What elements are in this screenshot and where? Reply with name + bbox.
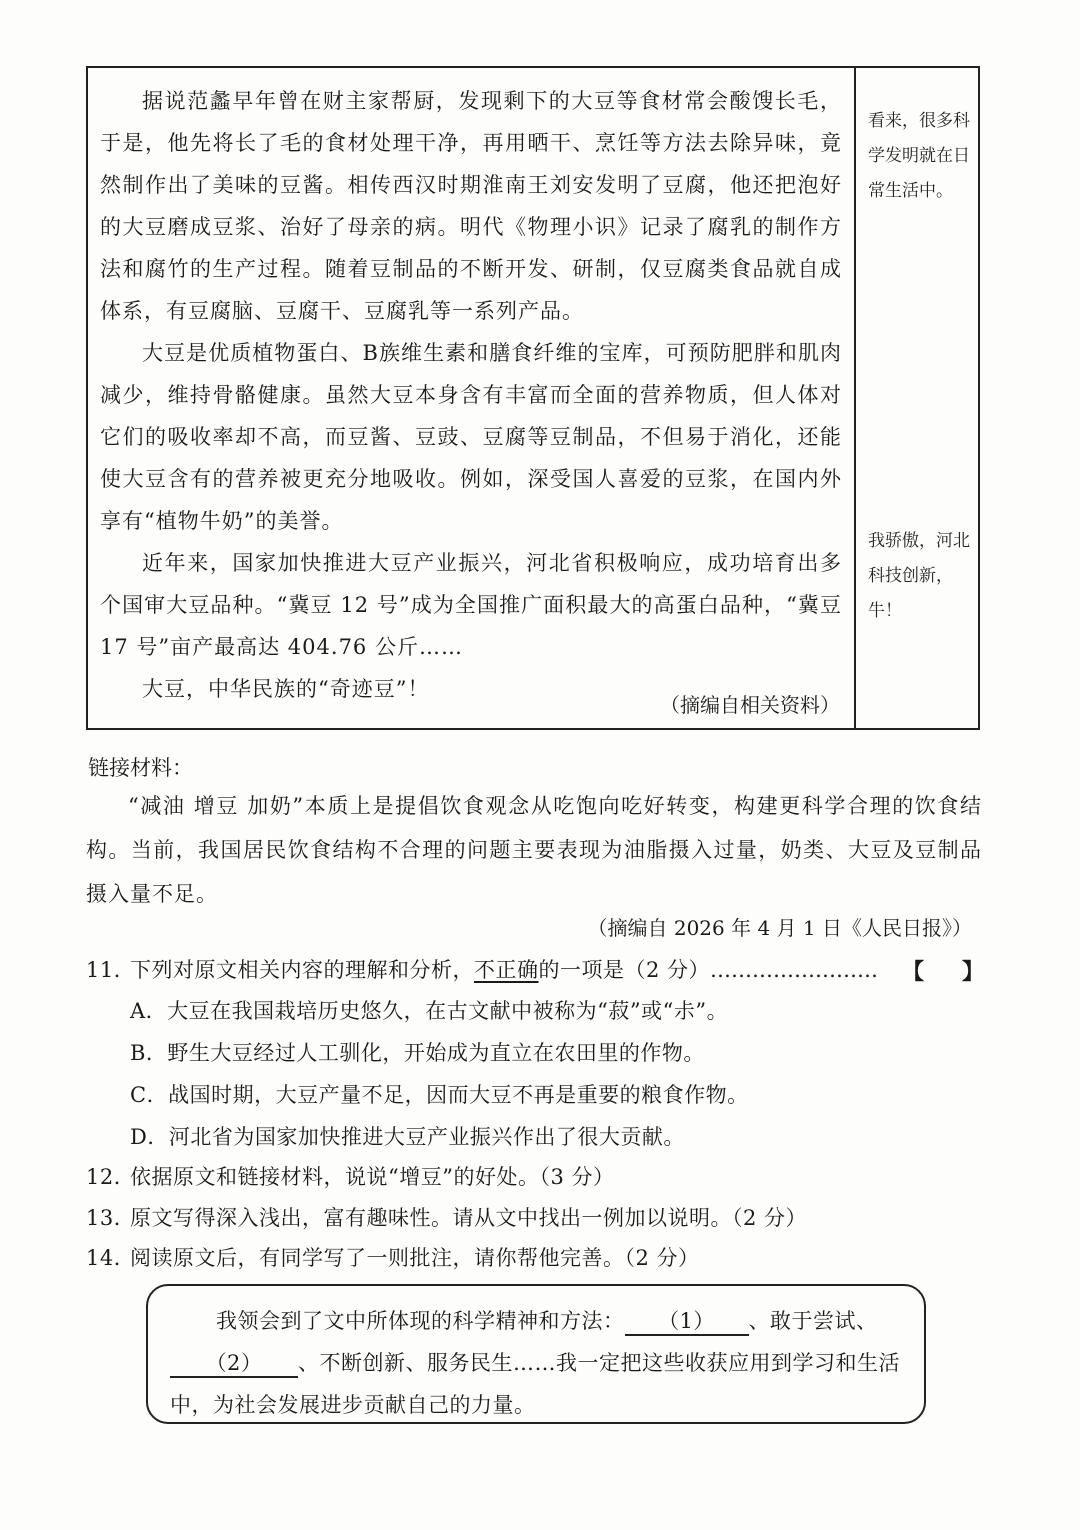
question-14 xyxy=(86,1243,700,1273)
side-note-1 xyxy=(868,104,976,209)
question-11-text-b: 的一项是（2 分） xyxy=(538,958,711,982)
question-11-number: 11． xyxy=(86,958,136,982)
option-a: A．大豆在我国栽培历史悠久，在古文献中被称为“菽”或“尗”。 xyxy=(130,999,729,1023)
answer-bracket[interactable] xyxy=(902,955,984,986)
option-b: B．野生大豆经过人工驯化，开始成为直立在农田里的作物。 xyxy=(130,1041,705,1065)
passage-frame xyxy=(86,66,980,730)
question-13 xyxy=(86,1203,807,1233)
answer-bracket-close: 】 xyxy=(962,959,985,985)
fill-blank-1[interactable]: （1） xyxy=(625,1308,749,1336)
question-12-text: 依据原文和链接材料，说说“增豆”的好处。（3 分） xyxy=(130,1165,615,1189)
question-14-text: 阅读原文后，有同学写了一则批注，请你帮他完善。（2 分） xyxy=(130,1246,700,1270)
passage-paragraph-1: 据说范蠡早年曾在财主家帮厨，发现剩下的大豆等食材常会酸馊长毛，于是，他先将长了毛的食材处理干净，再用晒干、烹饪等方法去除异味，竟然制作出了美味的豆酱。相传西汉时期淮南王刘安发明了豆腐，他还把泡好的大豆磨成豆浆、治好了母亲的病。明代《物理小识》记录了腐乳的制作方法和腐竹的生产过程。随着豆制品的不断开发、研制，仅豆腐类食品就自成体系，有豆腐脑、豆腐干、豆腐乳等一系列产品。 xyxy=(100,89,842,323)
option-d: D．河北省为国家加快推进大豆产业振兴作出了很大贡献。 xyxy=(130,1125,685,1149)
question-12 xyxy=(86,1162,615,1192)
annotation-column xyxy=(856,68,978,728)
question-14-number: 14． xyxy=(86,1246,136,1270)
passage-paragraph-3: 近年来，国家加快推进大豆产业振兴，河北省积极响应，成功培育出多个国审大豆品种。“冀豆 12 号”成为全国推广面积最大的高蛋白品种，“冀豆 17 号”亩产最高达 404.76 公斤…… xyxy=(100,551,842,659)
question-11 xyxy=(86,955,878,985)
comment-box xyxy=(146,1284,926,1424)
link-material-body: “减油 增豆 加奶”本质上是提倡饮食观念从吃饱向吃好转变，构建更科学合理的饮食结构。当前，我国居民饮食结构不合理的问题主要表现为油脂摄入过量，奶类、大豆及豆制品摄入量不足。 xyxy=(86,794,982,906)
fill-blank-2[interactable]: （2） xyxy=(170,1350,298,1378)
passage-paragraph-2: 大豆是优质植物蛋白、B族维生素和膳食纤维的宝库，可预防肥胖和肌肉减少，维持骨骼健康。虽然大豆本身含有丰富而全面的营养物质，但人体对它们的吸收率却不高，而豆酱、豆豉、豆腐等豆制品，不但易于消化，还能使大豆含有的营养被更充分地吸收。例如，深受国人喜爱的豆浆，在国内外享有“植物牛奶”的美誉。 xyxy=(100,341,842,533)
question-11-text-a: 下列对原文相关内容的理解和分析， xyxy=(130,958,474,982)
answer-bracket-open: 【 xyxy=(902,959,925,985)
comment-part-1: 我领会到了文中所体现的科学精神和方法： xyxy=(216,1309,625,1333)
passage-paragraph-4: 大豆，中华民族的“奇迹豆”！ xyxy=(142,677,430,701)
question-11-emphasis: 不正确 xyxy=(474,958,539,982)
question-13-text: 原文写得深入浅出，富有趣味性。请从文中找出一例加以说明。（2 分） xyxy=(130,1206,808,1230)
passage-source: （摘编自相关资料） xyxy=(660,693,840,717)
question-12-number: 12． xyxy=(86,1165,136,1189)
side-note-2 xyxy=(868,524,976,629)
question-11-dots: …………………… xyxy=(710,958,879,982)
link-material-source: （摘编自 2026 年 4 月 1 日《人民日报》） xyxy=(587,916,972,940)
side-note-1-text: 看来，很多科学发明就在日常生活中。 xyxy=(868,111,970,201)
passage-main-column xyxy=(88,68,856,728)
question-13-number: 13． xyxy=(86,1206,136,1230)
side-note-2-text: 我骄傲，河北科技创新，牛！ xyxy=(868,531,970,621)
comment-part-2: 、敢于尝试、 xyxy=(748,1309,878,1333)
link-material-title: 链接材料： xyxy=(88,756,193,780)
comment-text xyxy=(170,1300,904,1426)
option-c: C．战国时期，大豆产量不足，因而大豆不再是重要的粮食作物。 xyxy=(130,1083,749,1107)
comment-part-3: 、不断创新、服务民生……我一定把这些收获应用到学习和生活中，为社会发展进步贡献自己的力量。 xyxy=(170,1351,900,1417)
